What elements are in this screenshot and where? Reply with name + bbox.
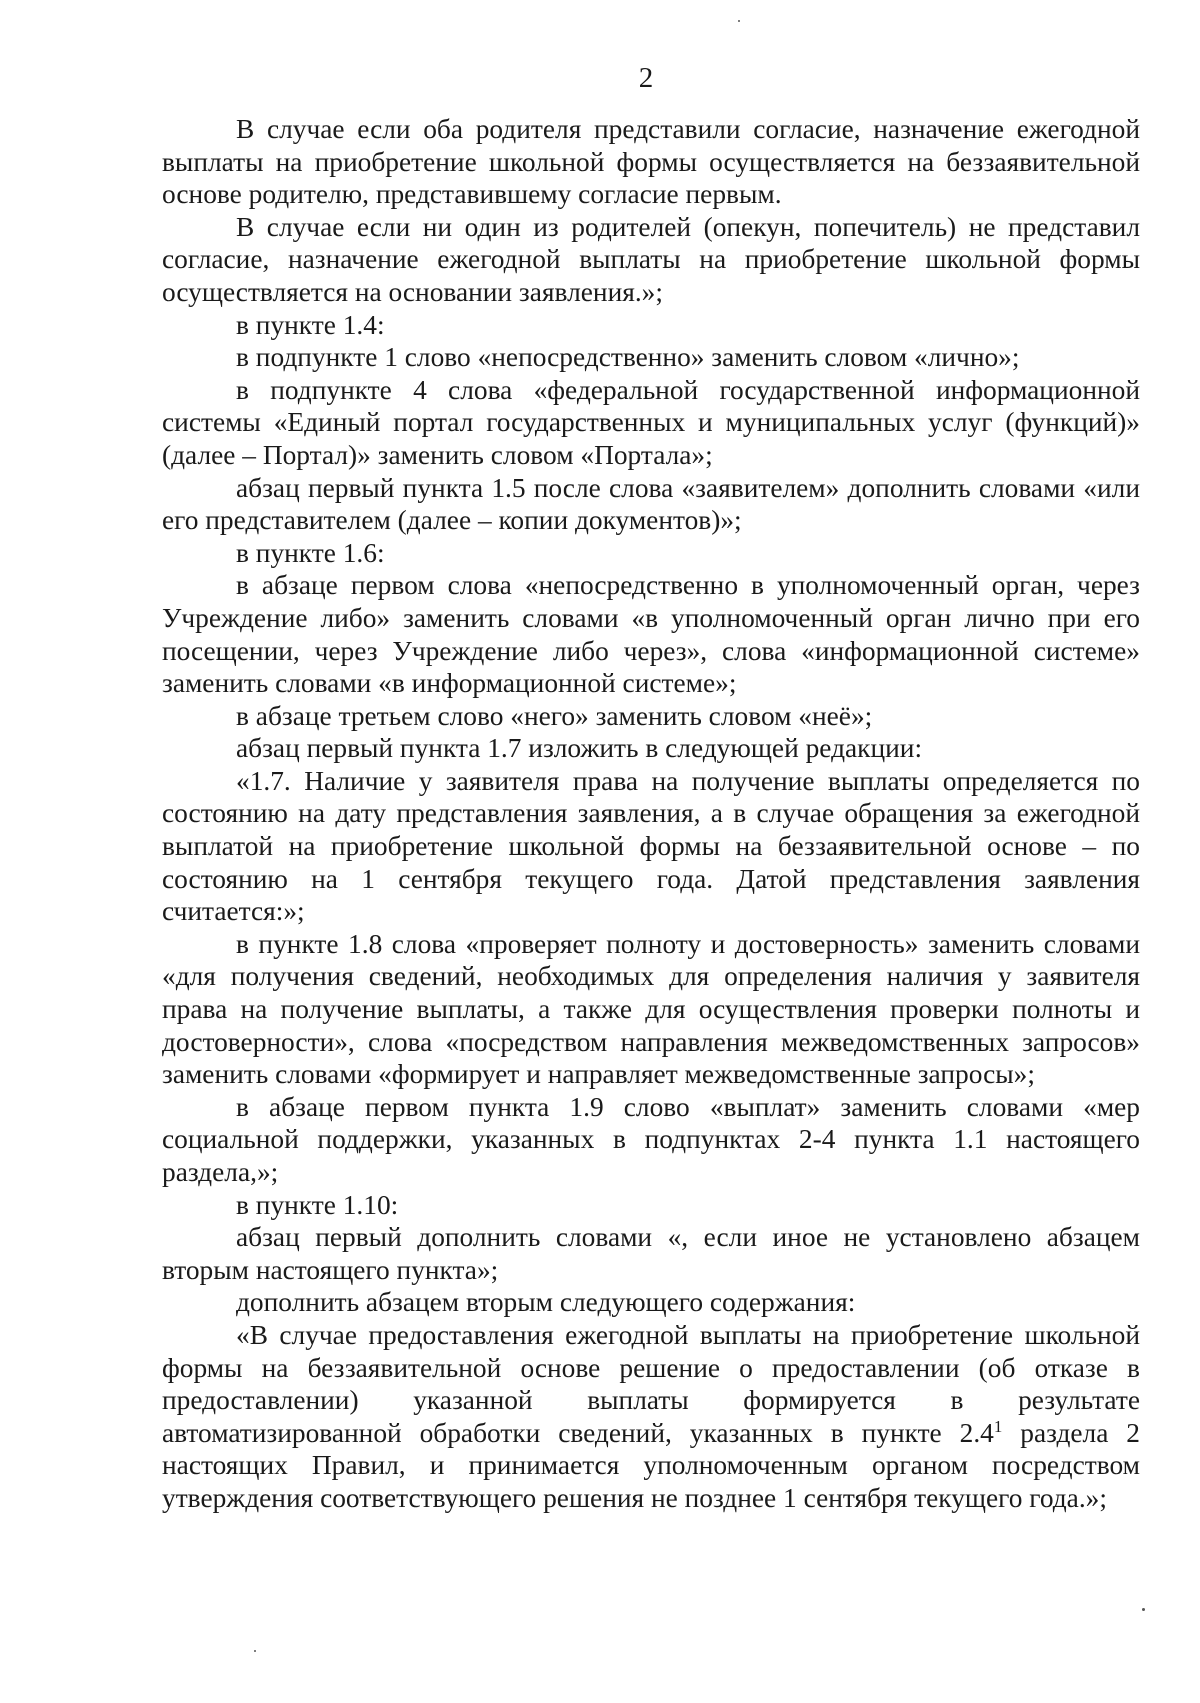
scan-speck xyxy=(1142,1608,1145,1611)
superscript-index: 1 xyxy=(993,1416,1003,1436)
paragraph: в пункте 1.6: xyxy=(236,537,385,568)
scan-speck xyxy=(738,20,740,22)
paragraph: в подпункте 4 слова «федеральной государственной информационной системы «Единый портал государственных и муниципальных услуг (функций)» (далее – Портал)» заменить словом «Портала»; xyxy=(162,374,1140,470)
paragraph: в пункте 1.10: xyxy=(236,1189,399,1220)
paragraph: в абзаце третьем слово «него» заменить словом «неё»; xyxy=(236,700,873,731)
paragraph: дополнить абзацем вторым следующего содержания: xyxy=(236,1287,856,1318)
paragraph: В случае если ни один из родителей (опекун, попечитель) не представил согласие, назначение ежегодной выплаты на приобретение школьной формы осуществляется на основании заявления.»; xyxy=(162,211,1140,307)
paragraph-with-superscript xyxy=(162,1319,1140,1515)
paragraph: в пункте 1.4: xyxy=(236,309,385,340)
paragraph: В случае если оба родителя представили согласие, назначение ежегодной выплаты на приобретение школьной формы осуществляется на беззаявительной основе родителю, представившему согласие первым. xyxy=(162,114,1140,210)
paragraph-text-before: «В случае предоставления ежегодной выплаты на приобретение школьной формы на беззаявительной основе решение о предоставлении (об отказе в предоставлении) указанной выплаты формируется в результате автоматизированной обработки сведений, указанных в пункте 2.4 xyxy=(162,1319,1140,1448)
paragraph: абзац первый дополнить словами «, если иное не установлено абзацем вторым настоящего пункта»; xyxy=(162,1222,1140,1285)
paragraph: абзац первый пункта 1.5 после слова «заявителем» дополнить словами «или его представителем (далее – копии документов)»; xyxy=(162,472,1140,536)
paragraph: в абзаце первом пункта 1.9 слово «выплат» заменить словами «мер социальной поддержки, указанных в подпунктах 2-4 пункта 1.1 настоящего раздела,»; xyxy=(162,1091,1140,1187)
paragraph-text-after: раздела 2 настоящих Правил, и принимается уполномоченным органом посредством утверждения соответствующего решения не позднее 1 сентября текущего года.»; xyxy=(162,1417,1140,1513)
paragraph: в подпункте 1 слово «непосредственно» заменить словом «лично»; xyxy=(236,342,1020,373)
document-body xyxy=(162,113,1140,1515)
paragraph: в пункте 1.8 слова «проверяет полноту и достоверность» заменить словами «для получения сведений, необходимых для определения наличия у заявителя права на получение выплаты, а также для осуществления проверки полноты и достоверности», слова «посредством направления межведомственных запросов» заменить словами «формирует и направляет межведомственные запросы»; xyxy=(162,928,1140,1090)
paragraph: в абзаце первом слова «непосредственно в уполномоченный орган, через Учреждение либо» заменить словами «в уполномоченный орган лично при его посещении, через Учреждение либо через», слова «информационной системе» заменить словами «в информационной системе»; xyxy=(162,570,1140,699)
page-number: 2 xyxy=(638,62,654,94)
scan-speck xyxy=(254,1650,256,1652)
paragraph: абзац первый пункта 1.7 изложить в следующей редакции: xyxy=(236,733,923,764)
paragraph: «1.7. Наличие у заявителя права на получение выплаты определяется по состоянию на дату представления заявления, а в случае обращения за ежегодной выплатой на приобретение школьной формы на беззаявительной основе – по состоянию на 1 сентября текущего года. Датой представления заявления считается:»; xyxy=(162,765,1140,927)
